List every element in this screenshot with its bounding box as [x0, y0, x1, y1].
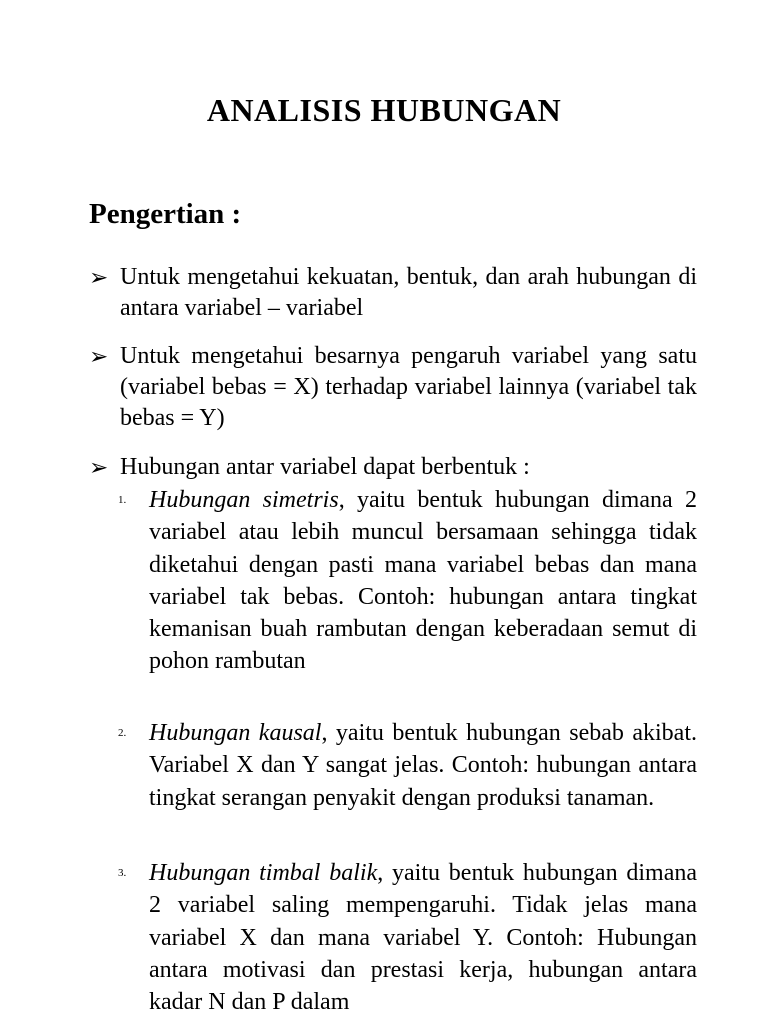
item-term: Hubungan simetris: [149, 487, 339, 513]
item-number: 3.: [118, 867, 127, 879]
bullet-item: [89, 452, 697, 483]
bullet-text: Untuk mengetahui besarnya pengaruh variabel yang satu (variabel bebas = X) terhadap variabel lainnya (variabel tak bebas = Y): [120, 343, 697, 431]
arrow-bullet-icon: ➢: [89, 455, 109, 480]
item-description: , yaitu bentuk hubungan dimana 2 variabel atau lebih muncul bersamaan sehingga tidak diketahui dengan pasti mana variabel bebas dan mana variabel tak bebas. Contoh: hubungan antara tingkat kemanisan buah rambutan dengan keberadaan semut di pohon rambutan: [149, 487, 697, 675]
section-heading: Pengertian :: [89, 198, 242, 230]
item-description: , yaitu bentuk hubungan sebab akibat. Variabel X dan Y sangat jelas. Contoh: hubungan antara tingkat serangan penyakit dengan produksi tanaman.: [149, 720, 697, 811]
numbered-item: [118, 484, 697, 678]
arrow-bullet-icon: ➢: [89, 344, 109, 369]
bullet-text: Hubungan antar variabel dapat berbentuk :: [120, 454, 530, 480]
item-number: 1.: [118, 494, 127, 506]
item-text: [149, 484, 697, 678]
item-description: , yaitu bentuk hubungan dimana 2 variabel saling mempengaruhi. Tidak jelas mana variabel X dan mana variabel Y. Contoh: Hubungan antara motivasi dan prestasi kerja, hubungan antara kadar N dan P dalam: [149, 860, 697, 1016]
item-term: Hubungan timbal balik: [149, 860, 378, 886]
item-text: [149, 717, 697, 814]
bullet-text: Untuk mengetahui kekuatan, bentuk, dan arah hubungan di antara variabel – variabel: [120, 264, 697, 321]
page-title: ANALISIS HUBUNGAN: [206, 92, 562, 128]
item-number: 2.: [118, 727, 127, 739]
item-term: Hubungan kausal: [149, 720, 322, 746]
item-text: [149, 857, 697, 1018]
numbered-item: [118, 717, 697, 814]
arrow-bullet-icon: ➢: [89, 265, 109, 290]
bullet-item: [89, 262, 697, 324]
numbered-item: [118, 857, 697, 1018]
bullet-item: [89, 341, 697, 434]
